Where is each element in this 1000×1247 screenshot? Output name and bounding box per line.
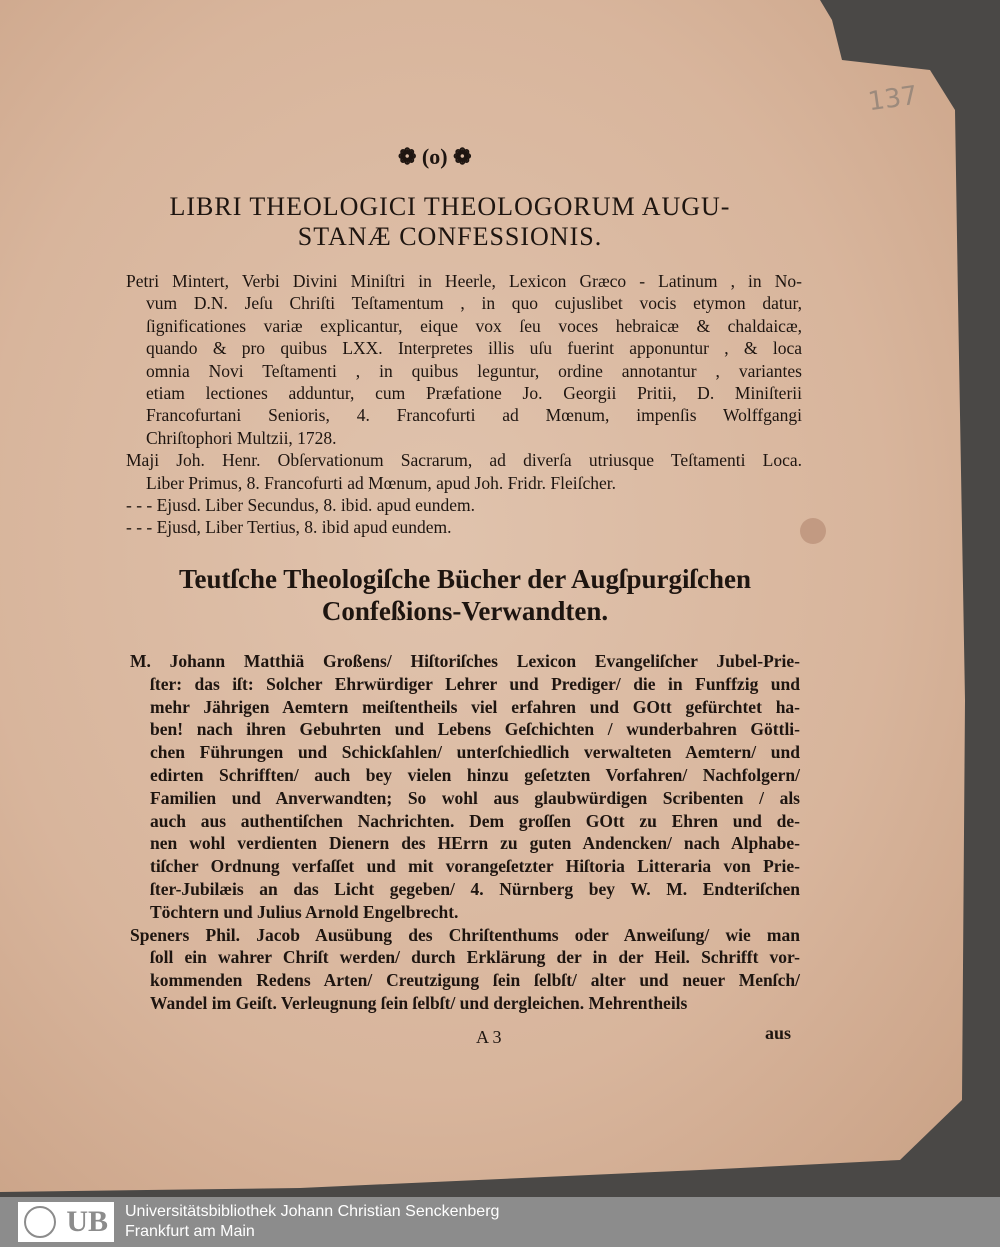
entry [130, 650, 800, 924]
entry-line: ſoll ein wahrer Chriſt werden/ durch Erklärung der in der Heil. Schrifft vor- [150, 947, 800, 968]
entry [126, 494, 802, 516]
entry-line: quando & pro quibus LXX. Interpretes illis uſu fuerint apponuntur , & loca [146, 338, 802, 359]
entry-line: - - - Ejusd, Liber Tertius, 8. ibid apud eundem. [126, 517, 452, 538]
entry-line: Liber Primus, 8. Francofurti ad Mœnum, apud Joh. Fridr. Fleiſcher. [146, 472, 617, 493]
entry-line: ſter: das iſt: Solcher Ehrwürdiger Lehrer und Prediger/ die in Funffzig und [150, 673, 800, 694]
entry-line: chen Führungen und Schickſahlen/ unterſchiedlich verwalteten Aemtern/ und [150, 742, 800, 763]
entry-line: M. Johann Matthiä Großens/ Hiſtoriſches Lexicon Evangeliſcher Jubel-Prie- [130, 651, 800, 671]
entry-line: Speners Phil. Jacob Ausübung des Chriſtenthums oder Anweiſung/ wie man [130, 924, 800, 945]
entry-line: edirten Schrifften/ auch bey vielen hinzu geſetzten Vorfahren/ Nachfolgern/ [150, 764, 800, 785]
heading-line: Teutſche Theologiſche Bücher der Augſpurgiſchen [178, 564, 752, 594]
entry-line: Francofurtani Senioris, 4. Francofurti ad Mœnum, impenſis Wolffgangi [146, 405, 802, 426]
heading-line: STANÆ CONFESSIONIS. [297, 222, 603, 251]
entry [130, 924, 800, 1015]
library-location-line: Frankfurt am Main [125, 1223, 255, 1240]
library-footer [0, 1197, 1000, 1247]
entry-line: ſter-Jubilæis an das Licht gegeben/ 4. Nürnberg bey W. M. Endteriſchen [150, 878, 800, 899]
logo-text: UB [66, 1205, 108, 1238]
entry-line: vum D.N. Jeſu Chriſti Teſtamentum , in quo cujuslibet vocis etymon datur, [146, 293, 802, 314]
entry-line: Töchtern und Julius Arnold Engelbrecht. [150, 901, 459, 922]
entry-line: kommenden Redens Arten/ Creutzigung ſein ſelbſt/ alter und neuer Menſch/ [150, 970, 800, 991]
signature-mark: A 3 [476, 1027, 502, 1047]
entry-line: auch aus authentiſchen Nachrichten. Dem groſſen GOtt zu Ehren und de- [150, 810, 800, 831]
heading-line: LIBRI THEOLOGICI THEOLOGORUM AUGU- [169, 192, 731, 221]
seal-icon [24, 1206, 56, 1238]
latin-heading [135, 192, 765, 252]
entry-line: etiam lectiones adduntur, cum Præfatione Jo. Georgii Pritii, D. Miniſterii [146, 383, 802, 404]
catchword: aus [765, 1023, 792, 1043]
entry-line: nen wohl verdienten Dienern des HErrn zu guten Andencken/ nach Alphabe- [150, 833, 800, 854]
entry-line: Familien und Anverwandten; So wohl aus glaubwürdigen Scribenten / als [150, 787, 800, 808]
entry-line: ſignificationes variæ explicantur, eique vox ſeu voces hebraicæ & chaldaicæ, [146, 315, 802, 336]
paper-hole [800, 518, 826, 544]
heading-line: Confeßions-Verwandten. [321, 596, 609, 626]
handwritten-folio-number: 137 [866, 80, 920, 118]
entry-line: - - - Ejusd. Liber Secundus, 8. ibid. apud eundem. [126, 495, 475, 516]
page-ornament: ❁ (o) ❁ [398, 144, 472, 169]
entry [126, 516, 802, 538]
entry-line: Petri Mintert, Verbi Divini Miniſtri in Heerle, Lexicon Græco - Latinum , in No- [126, 271, 802, 291]
entry-line: ben! nach ihren Gebuhrten und Lebens Geſchichten / wunderbahren Göttli- [150, 719, 800, 740]
entry [126, 270, 802, 449]
library-name-line: Universitätsbibliothek Johann Christian Senckenberg [125, 1203, 500, 1220]
entry-line: Maji Joh. Henr. Obſervationum Sacrarum, ad diverſa utriusque Teſtamenti Loca. [126, 450, 802, 471]
entry-line: Chriſtophori Multzii, 1728. [146, 427, 337, 448]
entry-line: mehr Jährigen Aemtern meiſtentheils viel erfahren und GOtt gefürchtet ha- [150, 696, 800, 717]
ub-logo [18, 1202, 114, 1242]
german-heading [160, 563, 770, 627]
library-name [125, 1202, 499, 1242]
entry-line: Wandel im Geiſt. Verleugnung ſein ſelbſt/ und dergleichen. Mehrentheils [150, 992, 688, 1013]
entry [126, 449, 802, 494]
entry-line: omnia Novi Teſtamenti , in quibus leguntur, ordine annotantur , variantes [146, 360, 802, 381]
entry-line: tiſcher Ordnung verfaſſet und mit vorangeſetzter Hiſtoria Litteraria von Prie- [150, 856, 800, 877]
german-entries [130, 650, 800, 1015]
latin-entries [126, 270, 802, 539]
